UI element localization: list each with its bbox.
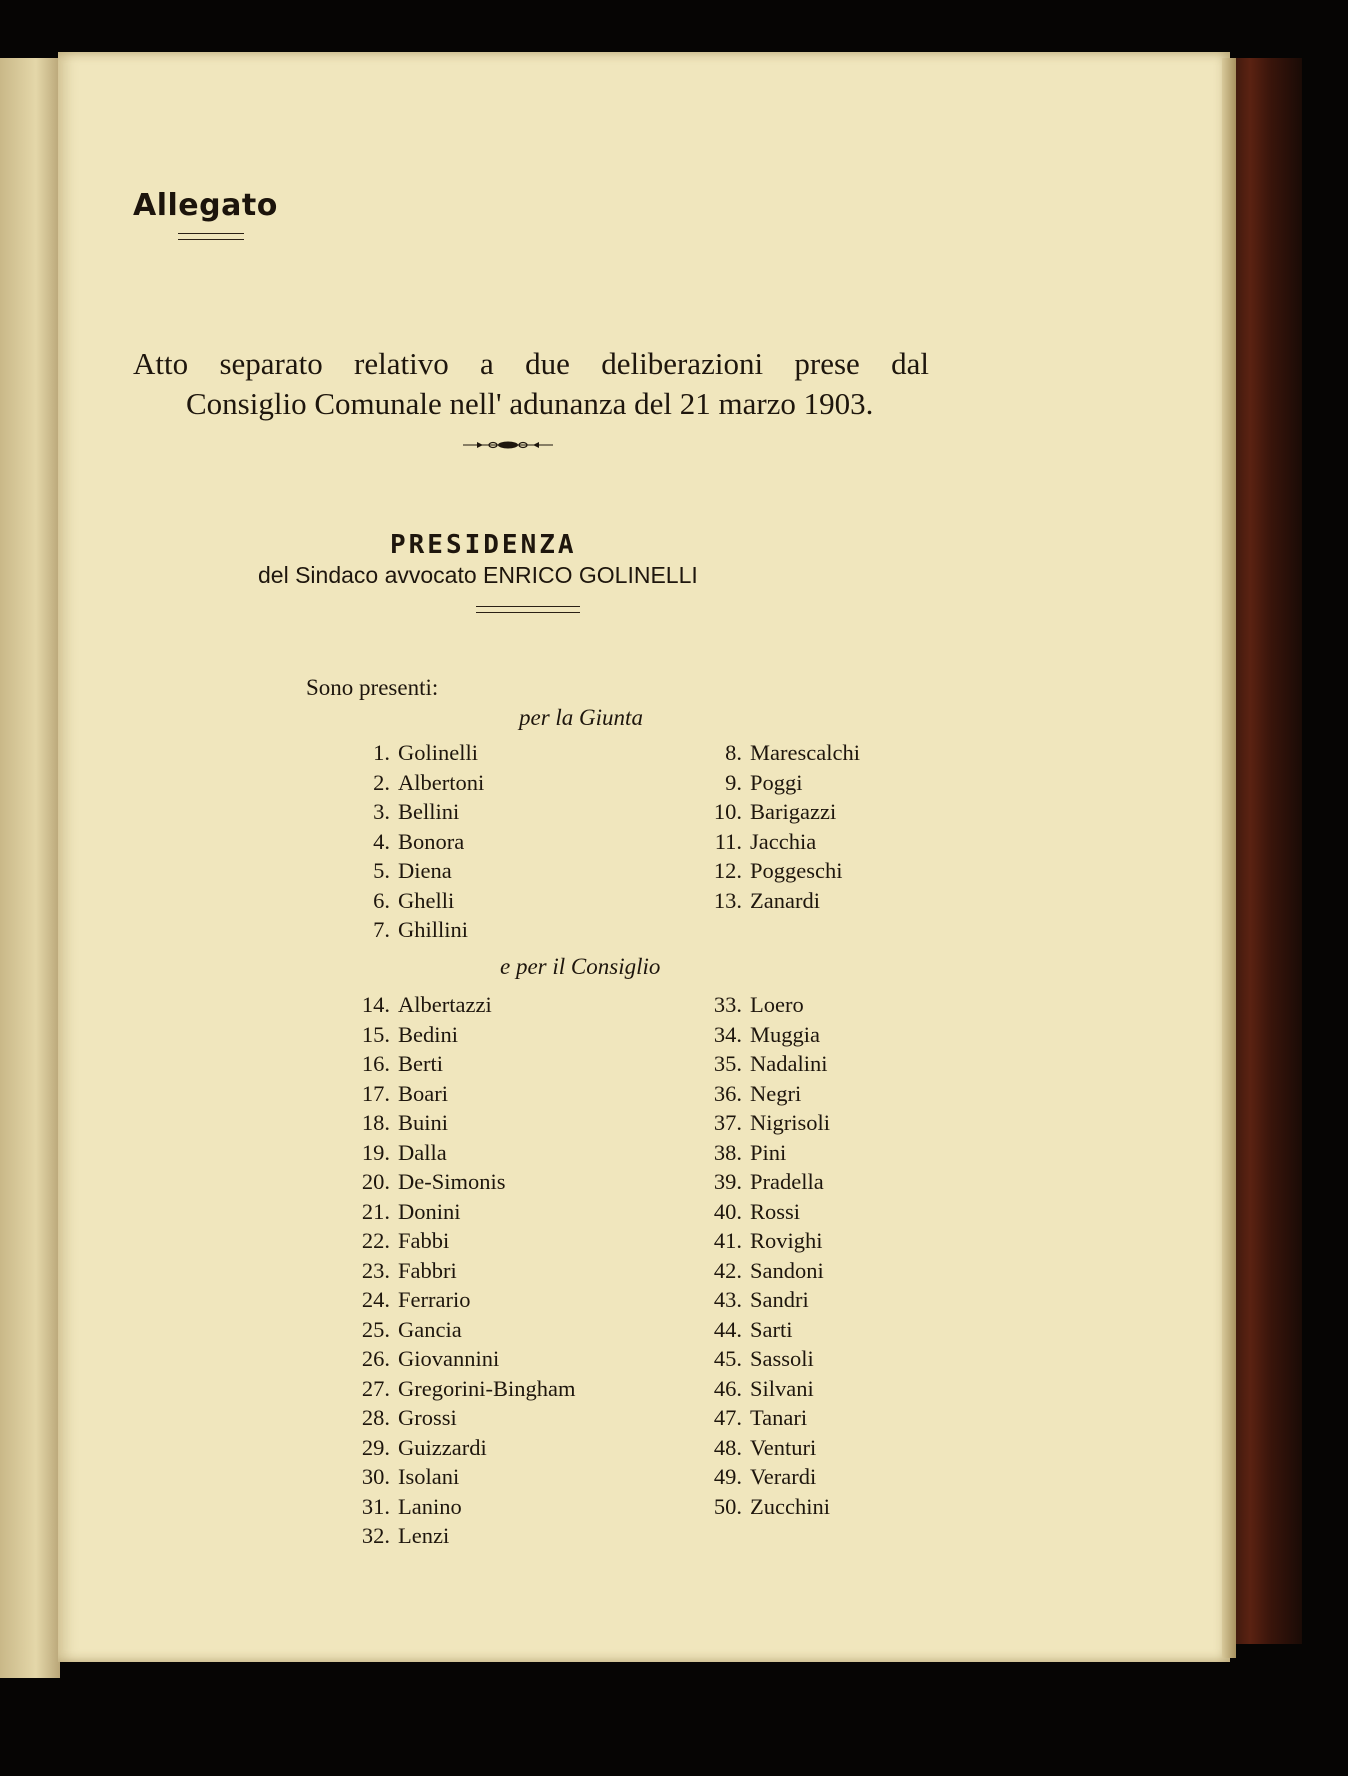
member-row bbox=[318, 917, 578, 947]
member-name: Zanardi bbox=[750, 887, 820, 913]
member-row bbox=[318, 1346, 618, 1376]
member-number: 18. bbox=[361, 1110, 390, 1135]
heading-underline bbox=[178, 233, 244, 240]
member-name: Gregorini-Bingham bbox=[398, 1375, 576, 1401]
member-name: Marescalchi bbox=[750, 740, 860, 765]
member-name: Ghelli bbox=[398, 887, 455, 913]
member-row bbox=[318, 1523, 618, 1553]
document-title-line-1: Atto separato relativo a due deliberazioni prese dal bbox=[133, 346, 929, 381]
member-number: 50. bbox=[713, 1493, 742, 1519]
member-name: Pini bbox=[750, 1139, 787, 1165]
member-row bbox=[670, 1110, 930, 1140]
member-name: Bonora bbox=[398, 828, 465, 854]
member-number: 36. bbox=[713, 1080, 742, 1106]
member-number: 42. bbox=[713, 1257, 742, 1283]
member-number: 38. bbox=[713, 1139, 742, 1165]
member-row bbox=[670, 1140, 930, 1170]
member-row bbox=[670, 1494, 930, 1524]
member-name: Gancia bbox=[398, 1316, 462, 1342]
member-row bbox=[318, 1376, 618, 1406]
member-name: Verardi bbox=[750, 1464, 817, 1489]
member-row bbox=[318, 1169, 618, 1199]
member-row bbox=[670, 1199, 930, 1229]
member-row bbox=[670, 1228, 930, 1258]
member-name: Fabbi bbox=[398, 1228, 450, 1253]
document-title-line-2: Consiglio Comunale nell' adunanza del 21 marzo 1903. bbox=[186, 386, 874, 421]
member-number: 32. bbox=[361, 1523, 390, 1548]
member-row bbox=[318, 1081, 618, 1111]
member-row bbox=[318, 1022, 618, 1052]
member-number: 5. bbox=[373, 858, 390, 883]
member-number: 33. bbox=[713, 992, 742, 1017]
member-row bbox=[670, 888, 930, 918]
member-row bbox=[670, 1051, 930, 1081]
member-name: Pradella bbox=[750, 1169, 824, 1194]
member-name: Isolani bbox=[398, 1464, 460, 1489]
member-number: 49. bbox=[713, 1464, 742, 1489]
member-name: Sandri bbox=[750, 1287, 809, 1312]
member-row bbox=[670, 1258, 930, 1288]
member-name: Ghillini bbox=[398, 917, 469, 942]
member-number: 12. bbox=[713, 858, 742, 883]
member-name: Dalla bbox=[398, 1139, 447, 1165]
member-name: Golinelli bbox=[398, 740, 478, 765]
presidenza-underline bbox=[476, 606, 580, 613]
member-row bbox=[670, 858, 930, 888]
member-row bbox=[318, 740, 578, 770]
member-number: 47. bbox=[713, 1405, 742, 1430]
member-name: Jacchia bbox=[750, 828, 817, 854]
member-row bbox=[318, 1199, 618, 1229]
member-name: Grossi bbox=[398, 1405, 457, 1430]
present-label: Sono presenti: bbox=[306, 675, 439, 700]
member-number: 15. bbox=[361, 1021, 390, 1047]
member-number: 8. bbox=[725, 740, 742, 765]
presidenza-title: PRESIDENZA bbox=[390, 530, 577, 560]
member-number: 24. bbox=[361, 1287, 390, 1312]
member-row bbox=[670, 829, 930, 859]
member-name: Giovannini bbox=[398, 1346, 500, 1371]
member-row bbox=[318, 1140, 618, 1170]
member-name: Loero bbox=[750, 992, 804, 1017]
member-row bbox=[318, 799, 578, 829]
member-name: Tanari bbox=[750, 1405, 808, 1430]
member-name: Ferrario bbox=[398, 1287, 471, 1312]
member-row bbox=[318, 1317, 618, 1347]
member-number: 43. bbox=[713, 1287, 742, 1312]
member-number: 35. bbox=[713, 1051, 742, 1076]
member-name: Bedini bbox=[398, 1021, 458, 1047]
member-number: 31. bbox=[361, 1493, 390, 1519]
member-name: Albertoni bbox=[398, 769, 485, 795]
member-row bbox=[318, 1494, 618, 1524]
member-row bbox=[318, 1464, 618, 1494]
member-number: 9. bbox=[725, 769, 742, 795]
member-row bbox=[318, 1435, 618, 1465]
document-page bbox=[58, 52, 1230, 1662]
member-row bbox=[318, 770, 578, 800]
member-name: Poggeschi bbox=[750, 858, 843, 883]
member-name: Sandoni bbox=[750, 1257, 824, 1283]
member-row bbox=[318, 829, 578, 859]
member-name: Berti bbox=[398, 1051, 443, 1076]
member-row bbox=[670, 1169, 930, 1199]
member-name: Bellini bbox=[398, 799, 460, 824]
member-name: Guizzardi bbox=[398, 1434, 487, 1460]
member-name: Sarti bbox=[750, 1316, 793, 1342]
member-number: 46. bbox=[713, 1375, 742, 1401]
page-heading: Allegato bbox=[133, 188, 278, 223]
member-name: Lanino bbox=[398, 1493, 462, 1519]
member-row bbox=[670, 1376, 930, 1406]
member-row bbox=[670, 1317, 930, 1347]
member-name: De-Simonis bbox=[398, 1169, 506, 1194]
member-name: Diena bbox=[398, 858, 452, 883]
member-name: Zucchini bbox=[750, 1493, 830, 1519]
member-name: Silvani bbox=[750, 1375, 814, 1401]
member-number: 13. bbox=[713, 887, 742, 913]
member-row bbox=[670, 1464, 930, 1494]
member-name: Buini bbox=[398, 1110, 449, 1135]
left-page-strip bbox=[0, 58, 60, 1678]
member-row bbox=[670, 992, 930, 1022]
member-number: 21. bbox=[361, 1198, 390, 1224]
member-row bbox=[318, 1051, 618, 1081]
member-number: 16. bbox=[361, 1051, 390, 1076]
member-name: Muggia bbox=[750, 1021, 820, 1047]
member-number: 39. bbox=[713, 1169, 742, 1194]
member-number: 26. bbox=[361, 1346, 390, 1371]
member-number: 1. bbox=[373, 740, 390, 765]
member-name: Albertazzi bbox=[398, 992, 492, 1017]
member-name: Donini bbox=[398, 1198, 461, 1224]
member-row bbox=[318, 1228, 618, 1258]
member-row bbox=[670, 770, 930, 800]
member-number: 11. bbox=[714, 828, 742, 854]
member-row bbox=[670, 1081, 930, 1111]
member-number: 30. bbox=[361, 1464, 390, 1489]
member-name: Lenzi bbox=[398, 1523, 450, 1548]
member-number: 29. bbox=[361, 1434, 390, 1460]
member-number: 40. bbox=[713, 1198, 742, 1224]
member-number: 14. bbox=[361, 992, 390, 1017]
member-number: 41. bbox=[713, 1228, 742, 1253]
member-row bbox=[318, 858, 578, 888]
member-number: 37. bbox=[713, 1110, 742, 1135]
member-number: 48. bbox=[713, 1434, 742, 1460]
member-row bbox=[318, 1258, 618, 1288]
member-name: Nigrisoli bbox=[750, 1110, 831, 1135]
member-number: 44. bbox=[713, 1316, 742, 1342]
ornament-divider-icon bbox=[463, 438, 553, 452]
member-name: Poggi bbox=[750, 769, 803, 795]
member-number: 3. bbox=[373, 799, 390, 824]
member-number: 25. bbox=[361, 1316, 390, 1342]
member-row bbox=[318, 1287, 618, 1317]
member-number: 17. bbox=[361, 1080, 390, 1106]
member-row bbox=[318, 1405, 618, 1435]
member-name: Venturi bbox=[750, 1434, 817, 1460]
member-number: 2. bbox=[373, 769, 390, 795]
member-name: Nadalini bbox=[750, 1051, 828, 1076]
member-number: 27. bbox=[361, 1375, 390, 1401]
member-row bbox=[670, 799, 930, 829]
member-number: 23. bbox=[361, 1257, 390, 1283]
member-name: Barigazzi bbox=[750, 799, 837, 824]
member-number: 4. bbox=[373, 828, 390, 854]
member-row bbox=[670, 1405, 930, 1435]
member-name: Fabbri bbox=[398, 1257, 457, 1283]
member-row bbox=[670, 1346, 930, 1376]
member-number: 34. bbox=[713, 1021, 742, 1047]
member-row bbox=[670, 1435, 930, 1465]
member-row bbox=[670, 1022, 930, 1052]
presidenza-subtitle: del Sindaco avvocato ENRICO GOLINELLI bbox=[258, 562, 698, 588]
member-number: 28. bbox=[361, 1405, 390, 1430]
member-name: Negri bbox=[750, 1080, 802, 1106]
member-number: 20. bbox=[361, 1169, 390, 1194]
member-number: 7. bbox=[373, 917, 390, 942]
member-number: 10. bbox=[713, 799, 742, 824]
member-row bbox=[318, 1110, 618, 1140]
member-number: 19. bbox=[361, 1139, 390, 1165]
member-name: Sassoli bbox=[750, 1346, 814, 1371]
member-name: Rossi bbox=[750, 1198, 801, 1224]
member-row bbox=[670, 1287, 930, 1317]
page-stack-edge bbox=[1222, 58, 1236, 1658]
member-number: 45. bbox=[713, 1346, 742, 1371]
member-row bbox=[318, 888, 578, 918]
member-name: Rovighi bbox=[750, 1228, 823, 1253]
member-row bbox=[318, 992, 618, 1022]
member-number: 6. bbox=[373, 887, 390, 913]
giunta-label: per la Giunta bbox=[519, 705, 643, 730]
member-row bbox=[670, 740, 930, 770]
member-number: 22. bbox=[361, 1228, 390, 1253]
member-name: Boari bbox=[398, 1080, 448, 1106]
consiglio-label: e per il Consiglio bbox=[500, 954, 661, 979]
